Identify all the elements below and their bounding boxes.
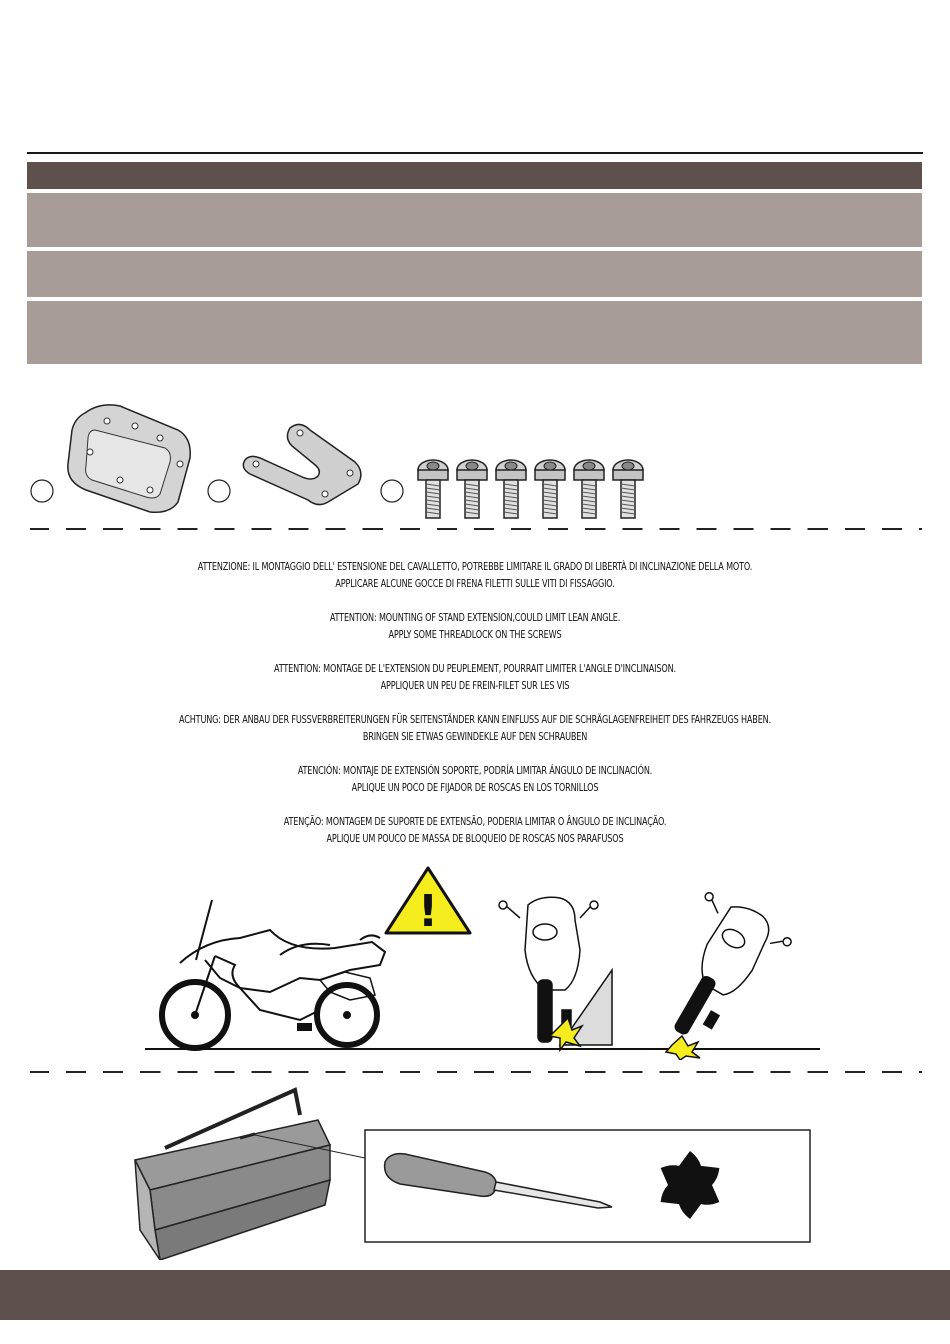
- warning-it-line1: ATTENZIONE: IL MONTAGGIO DELL' ESTENSIONE DEL CAVALLETTO, POTREBBE LIMITARE IL GRADO DI LIBERTÀ DI INCLINAZIONE DELLA MOTO.: [197, 560, 753, 573]
- warning-sign-text: !: [417, 886, 439, 937]
- part-2-callout: [208, 480, 230, 502]
- warning-pt-line2: APLIQUE UM POUCO DE MASSA DE BLOQUEIO DE ROSCAS NOS PARAFUSOS: [326, 832, 624, 845]
- warning-en: [0, 609, 950, 643]
- warning-it: [0, 558, 950, 592]
- screw-icon: [535, 460, 565, 518]
- footer-bar: [0, 1270, 950, 1320]
- screw-icon: [574, 460, 604, 518]
- dashed-divider-1: [30, 528, 922, 530]
- screw-set: [418, 460, 643, 518]
- part-1-callout: [31, 480, 53, 502]
- dashed-divider-2: [30, 1071, 922, 1073]
- stand-extension-plate-icon: [68, 405, 190, 512]
- stand-bracket-icon: [243, 424, 361, 504]
- lean-angle-illustration: [0, 860, 950, 1060]
- motorcycle-front-upright-icon: [499, 897, 612, 1050]
- screw-icon: [418, 460, 448, 518]
- motorcycle-front-lean-icon: [640, 886, 796, 1058]
- warning-en-line2: APPLY SOME THREADLOCK ON THE SCREWS: [388, 628, 562, 641]
- warning-en-line1: ATTENTION: MOUNTING OF STAND EXTENSION,COULD LIMIT LEAN ANGLE.: [329, 611, 621, 624]
- warning-pt: [0, 813, 950, 847]
- part-3-callout: [381, 480, 403, 502]
- header-bar: [27, 162, 922, 189]
- warning-it-line2: APPLICARE ALCUNE GOCCE DI FRENA FILETTI SULLE VITI DI FISSAGGIO.: [335, 577, 615, 590]
- info-band-1: [27, 193, 922, 247]
- info-band-3: [27, 301, 922, 364]
- warning-fr: [0, 660, 950, 694]
- parts-row: [0, 390, 950, 520]
- warning-es: [0, 762, 950, 796]
- screw-icon: [496, 460, 526, 518]
- warning-de-line2: BRINGEN SIE ETWAS GEWINDEKLE AUF DEN SCHRAUBEN: [362, 730, 588, 743]
- warning-triangle-icon: [386, 868, 470, 937]
- tools-section: [0, 1080, 950, 1260]
- warning-de: [0, 711, 950, 745]
- warnings-block: [0, 558, 950, 864]
- screw-icon: [457, 460, 487, 518]
- warning-es-line2: APLIQUE UN POCO DE FIJADOR DE ROSCAS EN LOS TORNILLOS: [351, 781, 599, 794]
- warning-es-line1: ATENCIÓN: MONTAJE DE EXTENSIÓN SOPORTE, PODRÍA LIMITAR ÁNGULO DE INCLINACIÓN.: [297, 764, 653, 777]
- info-band-2: [27, 251, 922, 297]
- impact-burst-icon: [666, 1036, 700, 1060]
- motorcycle-side-icon: [162, 900, 385, 1048]
- warning-pt-line1: ATENÇÃO: MONTAGEM DE SUPORTE DE EXTENSÃO, PODERIA LIMITAR O ÂNGULO DE INCLINAÇÃO.: [283, 815, 667, 828]
- screw-icon: [613, 460, 643, 518]
- toolbox-icon: [135, 1090, 330, 1260]
- warning-fr-line1: ATTENTION: MONTAGE DE L'EXTENSION DU PEUPLEMENT, POURRAIT LIMITER L'ANGLE D'INCLINAISON.: [274, 662, 676, 675]
- warning-de-line1: ACHTUNG: DER ANBAU DER FUSSVERBREITERUNGEN FÜR SEITENSTÄNDER KANN EINFLUSS AUF DIE SCHRÄGLAGENFREIHEIT DES FAHRZEUGS HABEN.: [179, 713, 771, 726]
- top-rule: [27, 152, 923, 154]
- warning-fr-line2: APPLIQUER UN PEU DE FREIN-FILET SUR LES VIS: [380, 679, 570, 692]
